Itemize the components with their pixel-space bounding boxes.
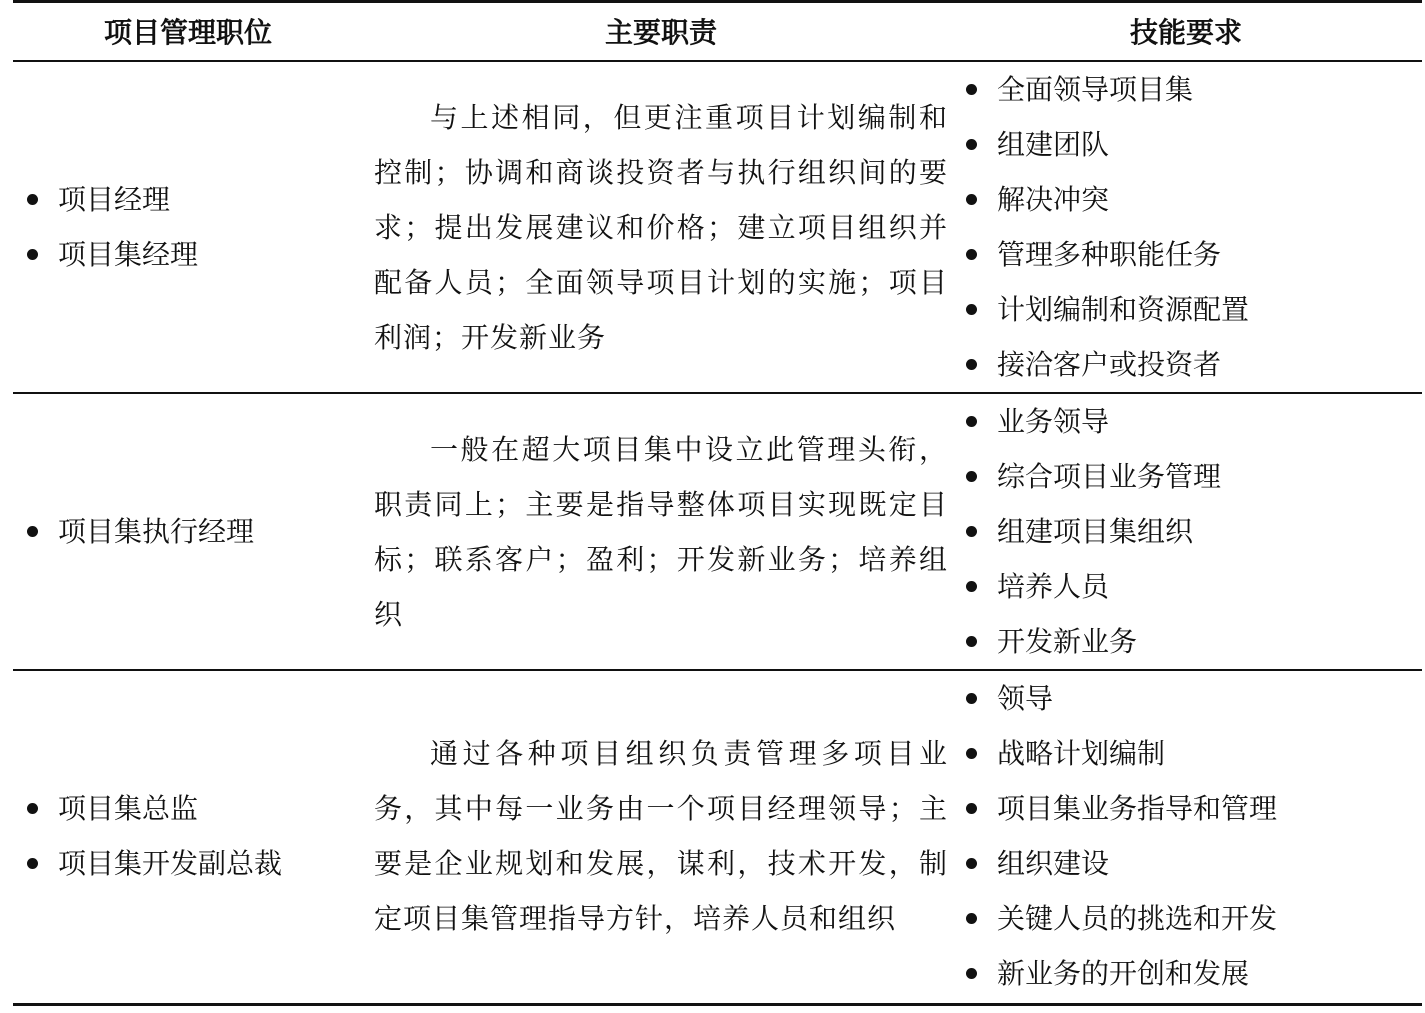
- position-label: 项目集执行经理: [58, 515, 255, 548]
- bullet-icon: [27, 249, 38, 260]
- bullet-icon: [27, 803, 38, 814]
- bullet-icon: [966, 693, 977, 704]
- table-row: [13, 62, 1422, 392]
- position-item: [13, 227, 363, 282]
- responsibility-text: 通过各种项目组织负责管理多项目业务，其中每一业务由一个项目经理领导；主要是企业规划和发展，谋利，技术开发，制定项目集管理指导方针，培养人员和组织: [374, 737, 948, 935]
- bullet-icon: [966, 636, 977, 647]
- bullet-icon: [966, 249, 977, 260]
- skill-item: [966, 781, 1406, 836]
- bullet-icon: [27, 194, 38, 205]
- header-skills: 技能要求: [1129, 16, 1242, 49]
- skill-item: [966, 504, 1406, 559]
- skill-label: 领导: [997, 682, 1054, 715]
- skill-item: [966, 394, 1406, 449]
- bullet-icon: [966, 803, 977, 814]
- skill-label: 全面领导项目集: [997, 73, 1194, 106]
- responsibility-text: 与上述相同，但更注重项目计划编制和控制；协调和商谈投资者与执行组织间的要求；提出发展建议和价格；建立项目组织并配备人员；全面领导项目计划的实施；项目利润；开发新业务: [374, 100, 948, 354]
- skill-label: 组织建设: [997, 847, 1110, 880]
- skill-item: [966, 62, 1406, 117]
- skill-label: 组建项目集组织: [997, 515, 1194, 548]
- skill-label: 新业务的开创和发展: [997, 957, 1250, 990]
- skill-label: 培养人员: [997, 570, 1110, 603]
- skill-label: 综合项目业务管理: [997, 460, 1222, 493]
- skill-item: [966, 172, 1406, 227]
- table-top-rule: [13, 0, 1422, 3]
- skill-label: 项目集业务指导和管理: [997, 792, 1278, 825]
- skills-cell: [966, 671, 1406, 1001]
- bullet-icon: [966, 139, 977, 150]
- position-item: [13, 172, 363, 227]
- skill-item: [966, 946, 1406, 1001]
- responsibility-cell: [374, 394, 948, 669]
- header-position: 项目管理职位: [103, 16, 272, 49]
- bullet-icon: [27, 858, 38, 869]
- skill-label: 开发新业务: [997, 625, 1138, 658]
- bullet-icon: [966, 526, 977, 537]
- bullet-icon: [966, 748, 977, 759]
- table-row: [13, 671, 1422, 1001]
- position-cell: [13, 394, 363, 669]
- bullet-icon: [966, 84, 977, 95]
- skill-label: 业务领导: [997, 405, 1110, 438]
- bullet-icon: [966, 416, 977, 427]
- skill-label: 接洽客户或投资者: [997, 348, 1222, 381]
- position-label: 项目集开发副总裁: [58, 847, 283, 880]
- bullet-icon: [966, 913, 977, 924]
- skill-item: [966, 117, 1406, 172]
- skill-item: [966, 614, 1406, 669]
- bullet-icon: [966, 304, 977, 315]
- position-cell: [13, 671, 363, 1001]
- bullet-icon: [966, 581, 977, 592]
- skill-label: 关键人员的挑选和开发: [997, 902, 1278, 935]
- skill-label: 计划编制和资源配置: [997, 293, 1250, 326]
- skill-label: 管理多种职能任务: [997, 238, 1222, 271]
- table-bottom-rule: [13, 1003, 1422, 1006]
- bullet-icon: [27, 526, 38, 537]
- position-cell: [13, 62, 363, 392]
- position-label: 项目经理: [58, 183, 171, 216]
- position-item: [13, 781, 363, 836]
- responsibility-cell: [374, 62, 948, 392]
- skill-label: 解决冲突: [997, 183, 1110, 216]
- skills-cell: [966, 394, 1406, 669]
- bullet-icon: [966, 471, 977, 482]
- skill-item: [966, 836, 1406, 891]
- header-responsibilities: 主要职责: [604, 16, 717, 49]
- table-row: [13, 394, 1422, 669]
- responsibility-cell: [374, 671, 948, 1001]
- position-label: 项目集总监: [58, 792, 199, 825]
- bullet-icon: [966, 858, 977, 869]
- bullet-icon: [966, 359, 977, 370]
- skills-cell: [966, 62, 1406, 392]
- skill-item: [966, 671, 1406, 726]
- skill-item: [966, 282, 1406, 337]
- responsibility-text: 一般在超大项目集中设立此管理头衔，职责同上；主要是指导整体项目实现既定目标；联系客户；盈利；开发新业务；培养组织: [374, 432, 948, 631]
- skill-item: [966, 726, 1406, 781]
- bullet-icon: [966, 968, 977, 979]
- position-item: [13, 504, 363, 559]
- skill-label: 战略计划编制: [997, 737, 1166, 770]
- bullet-icon: [966, 194, 977, 205]
- position-item: [13, 836, 363, 891]
- skill-item: [966, 891, 1406, 946]
- skill-label: 组建团队: [997, 128, 1110, 161]
- skill-item: [966, 559, 1406, 614]
- position-label: 项目集经理: [58, 238, 199, 271]
- skill-item: [966, 449, 1406, 504]
- skill-item: [966, 337, 1406, 392]
- skill-item: [966, 227, 1406, 282]
